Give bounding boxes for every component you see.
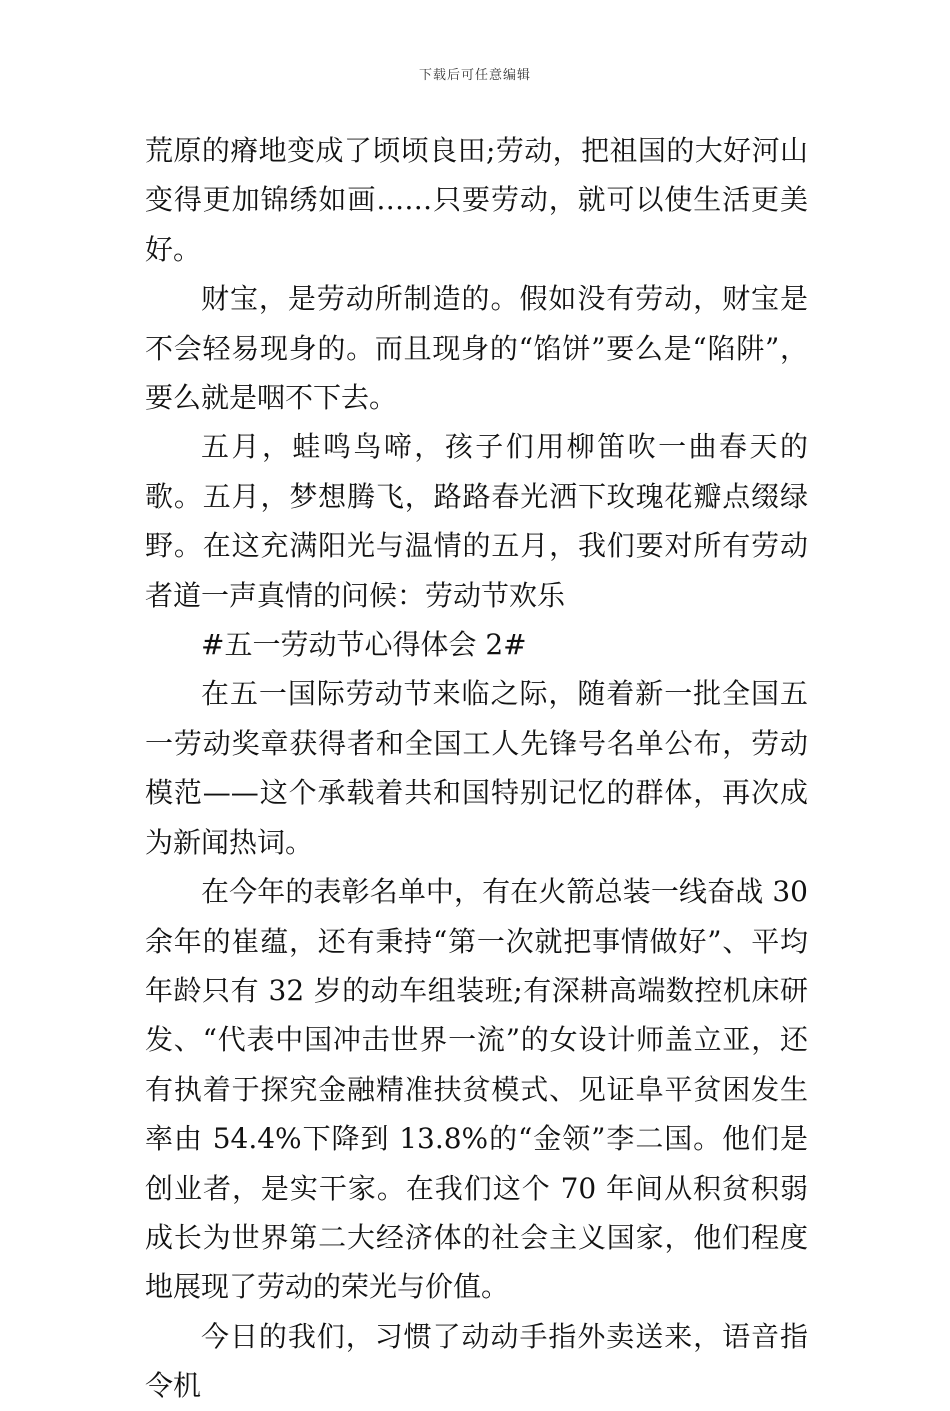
paragraph: 在五一国际劳动节来临之际，随着新一批全国五一劳动奖章获得者和全国工人先锋号名单公布，劳动模范——这个承载着共和国特别记忆的群体，再次成为新闻热词。 — [145, 677, 808, 859]
paragraph-continued: 荒原的瘠地变成了顷顷良田;劳动，把祖国的大好河山变得更加锦绣如画……只要劳动，就可以使生活更美好。 — [145, 134, 808, 266]
paragraph: 今日的我们，习惯了动动手指外卖送来，语音指令机 — [145, 1319, 808, 1403]
page-header: 下载后可任意编辑 — [418, 68, 531, 83]
paragraph: 五月，蛙鸣鸟啼，孩子们用柳笛吹一曲春天的歌。五月，梦想腾飞，路路春光洒下玫瑰花瓣点缀绿野。在这充满阳光与温情的五月，我们要对所有劳动者道一声真情的问候：劳动节欢乐 — [145, 430, 808, 612]
paragraph: 财宝，是劳动所制造的。假如没有劳动，财宝是不会轻易现身的。而且现身的“馅饼”要么是“陷阱”，要么就是咽不下去。 — [145, 282, 808, 415]
paragraph: 在今年的表彰名单中，有在火箭总装一线奋战 30 余年的崔蕴，还有秉持“第一次就把事情做好”、平均年龄只有 32 岁的动车组装班;有深耕高端数控机床研发、“代表中国冲击世界一流”的女设计师盖立亚，还有执着于探究金融精准扶贫模式、见证阜平贫困发生率由 54.4%下降到 13.8%的“金领”李二国。他们是创业者，是实干家。在我们这个 70 年间从积贫积弱成长为世界第二大经济体的社会主义国家，他们程度地展现了劳动的荣光与价值。 — [145, 875, 808, 1304]
section-heading: #五一劳动节心得体会 2# — [201, 628, 527, 662]
document-body — [145, 126, 808, 1411]
